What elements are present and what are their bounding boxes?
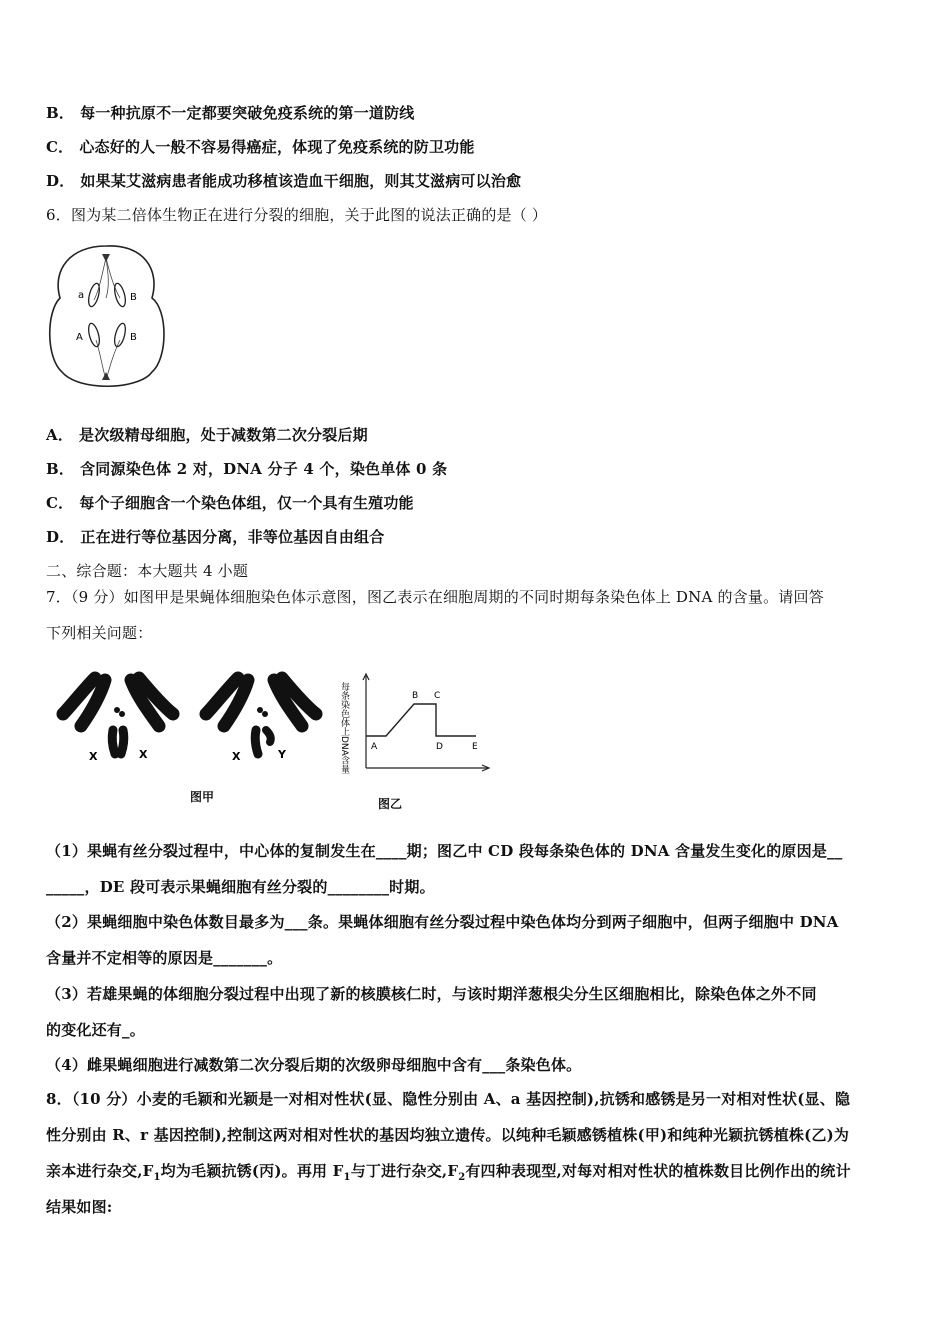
q8-line3: 亲本进行杂交$,F_1$均为毛颖抗锈(丙)。再用 $F_1$与丁进行杂交$,F_2$有四种表现型,对每对相对性状的植株数目比例作出的统计 (46, 1162, 851, 1183)
q7-part2-line2: 含量并不定相等的原因是_______。 (46, 949, 283, 967)
q5-option-c: C． 心态好的人一般不容易得癌症，体现了免疫系统的防卫功能 (46, 138, 475, 156)
q7-part4: （4）雌果蝇细胞进行减数第二次分裂后期的次级卵母细胞中含有___条染色体。 (46, 1056, 582, 1074)
fig-jia-right-label-1: X (232, 750, 241, 763)
fig-jia-caption: 图甲 (190, 790, 215, 804)
q6-cell-figure (44, 240, 169, 400)
fig-yi-point-c: C (434, 691, 441, 701)
fig-yi-point-b: B (412, 691, 419, 701)
gene-label-a: a (78, 290, 85, 301)
fig-jia-right-chromosomes (198, 668, 333, 768)
q8-line2: 性分别由 R、r 基因控制),控制这两对相对性状的基因均独立遗传。以纯种毛颖感锈植株(甲)和纯种光颖抗锈植株(乙)为 (46, 1126, 850, 1144)
q7-part1-line1: （1）果蝇有丝分裂过程中，中心体的复制发生在____期；图乙中 CD 段每条染色体的 DNA 含量发生变化的原因是__ (46, 842, 843, 860)
fig-yi-point-a: A (371, 742, 378, 752)
fig-yi-graph (338, 668, 498, 780)
section-heading: 二、综合题：本大题共 4 小题 (46, 562, 249, 580)
q6-option-c: C． 每个子细胞含一个染色体组，仅一个具有生殖功能 (46, 494, 414, 512)
q7-part2-line1: （2）果蝇细胞中染色体数目最多为___条。果蝇体细胞有丝分裂过程中染色体均分到两子细胞中，但两子细胞中 DNA (46, 913, 839, 931)
q8-line1: 8．（10 分）小麦的毛颖和光颖是一对相对性状(显、隐性分别由 A、a 基因控制),抗锈和感锈是另一对相对性状(显、隐 (46, 1090, 851, 1108)
fig-jia-left-chromosomes (55, 668, 190, 768)
q6-option-d: D． 正在进行等位基因分离，非等位基因自由组合 (46, 528, 385, 546)
fig-jia-right-label-2: Y (278, 748, 286, 761)
q7-stem-line1: 7．（9 分）如图甲是果蝇体细胞染色体示意图，图乙表示在细胞周期的不同时期每条染色体上 DNA 的含量。请回答 (46, 588, 824, 606)
q7-part3-line2: 的变化还有_。 (46, 1021, 145, 1039)
gene-label-a-upper: A (76, 332, 83, 343)
q5-option-d: D． 如果某艾滋病患者能成功移植该造血干细胞，则其艾滋病可以治愈 (46, 172, 522, 190)
fig-jia-left-label-1: X (89, 750, 98, 763)
q5-option-b: B． 每一种抗原不一定都要突破免疫系统的第一道防线 (46, 104, 415, 122)
q7-part1-line2: _____，DE 段可表示果蝇细胞有丝分裂的________时期。 (46, 878, 435, 896)
q7-part3-line1: （3）若雄果蝇的体细胞分裂过程中出现了新的核膜核仁时，与该时期洋葱根尖分生区细胞相比，除染色体之外不同 (46, 985, 817, 1003)
gene-label-b-upper: B (130, 292, 137, 303)
gene-label-b-lower: B (130, 332, 137, 343)
q6-stem: 6．图为某二倍体生物正在进行分裂的细胞，关于此图的说法正确的是（ ） (46, 206, 548, 224)
q6-option-a: A． 是次级精母细胞，处于减数第二次分裂后期 (46, 426, 368, 444)
fig-yi-caption: 图乙 (378, 797, 403, 811)
fig-jia-left-label-2: X (139, 748, 148, 761)
q6-option-b: B． 含同源染色体 2 对，DNA 分子 4 个，染色单体 0 条 (46, 460, 448, 478)
q8-line4: 结果如图: (46, 1198, 113, 1216)
fig-yi-point-d: D (436, 742, 443, 752)
fig-yi-ylabel-text: 每条染色体上DNA含量 (339, 682, 349, 774)
fig-yi-point-e: E (472, 742, 478, 752)
q7-stem-line2: 下列相关问题： (46, 624, 153, 642)
fig-yi-curve (366, 704, 476, 736)
fig-yi-ylabel (339, 681, 350, 774)
